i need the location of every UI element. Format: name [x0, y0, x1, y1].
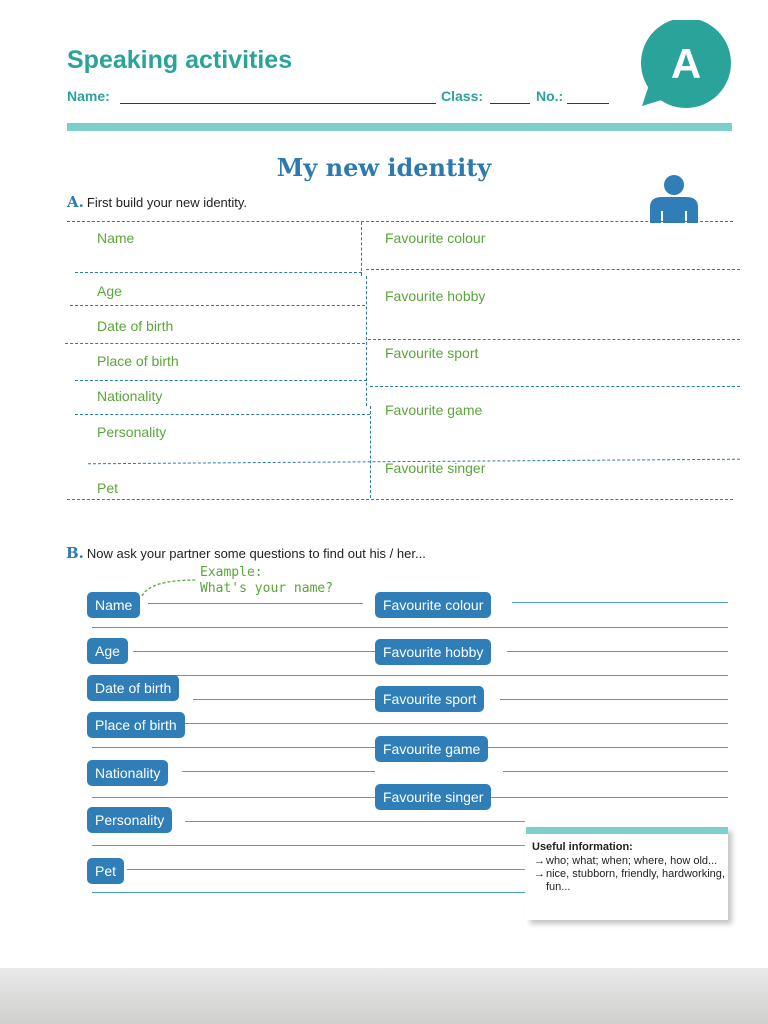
pill-place-of-birth: Place of birth [87, 712, 185, 738]
table-line [70, 305, 365, 306]
answer-line[interactable] [512, 602, 728, 603]
pill-favourite-colour: Favourite colour [375, 592, 491, 618]
section-a-instruction [67, 193, 247, 211]
field-label-pet: Pet [97, 480, 119, 496]
answer-line[interactable] [92, 675, 728, 676]
page-bottom-edge [0, 968, 768, 1024]
person-icon [648, 173, 700, 225]
answer-line[interactable] [133, 651, 375, 652]
table-line [75, 272, 362, 273]
answer-line[interactable] [503, 771, 728, 772]
answer-line[interactable] [182, 771, 375, 772]
section-a-letter: A. [67, 193, 84, 211]
useful-info-title: Useful information: [532, 841, 633, 853]
pill-pet: Pet [87, 858, 124, 884]
table-line [75, 414, 370, 415]
pill-personality: Personality [87, 807, 172, 833]
name-field[interactable] [120, 103, 436, 104]
table-divider [370, 406, 371, 498]
example-note [200, 565, 333, 597]
field-label-age: Age [97, 283, 122, 299]
table-line [67, 221, 733, 222]
useful-info-item: → who; what; when; where, how old... [534, 855, 718, 867]
answer-line[interactable] [185, 821, 525, 822]
answer-line[interactable] [193, 699, 375, 700]
table-divider [366, 276, 367, 406]
pill-name: Name [87, 592, 140, 618]
page-title: Speaking activities [67, 46, 293, 74]
field-label-personality: Personality [97, 424, 167, 440]
arrow-icon: → [534, 868, 545, 880]
header-divider [67, 123, 732, 131]
section-b-letter: B. [66, 544, 84, 562]
field-label-favourite-colour: Favourite colour [385, 230, 486, 246]
pill-age: Age [87, 638, 128, 664]
field-label-name: Name [97, 230, 135, 246]
pill-favourite-singer: Favourite singer [375, 784, 491, 810]
field-label-favourite-singer: Favourite singer [385, 460, 486, 476]
example-question: What's your name? [200, 581, 334, 596]
student-info-row [67, 88, 627, 110]
activity-title: My new identity [276, 153, 492, 182]
table-line [65, 343, 365, 344]
pill-favourite-sport: Favourite sport [375, 686, 484, 712]
field-label-date-of-birth: Date of birth [97, 318, 174, 334]
number-field[interactable] [567, 103, 609, 104]
useful-info-box [526, 827, 728, 920]
badge-letter: A [670, 40, 702, 87]
useful-info-item: → nice, stubborn, friendly, hardworking, fun... [534, 868, 725, 893]
table-line [75, 380, 367, 381]
table-line [368, 339, 740, 340]
answer-line[interactable] [92, 845, 525, 846]
answer-line[interactable] [92, 627, 728, 628]
example-label: Example: [200, 565, 263, 580]
field-label-nationality: Nationality [97, 388, 163, 404]
answer-line[interactable] [507, 651, 728, 652]
pill-nationality: Nationality [87, 760, 168, 786]
class-label: Class: [441, 88, 484, 104]
pill-favourite-hobby: Favourite hobby [375, 639, 491, 665]
field-label-place-of-birth: Place of birth [97, 353, 179, 369]
name-label: Name: [67, 88, 110, 104]
answer-line[interactable] [92, 723, 728, 724]
number-label: No.: [536, 88, 564, 104]
table-line [366, 269, 740, 270]
section-b-instruction [66, 544, 426, 562]
answer-line[interactable] [500, 699, 728, 700]
table-line [67, 499, 733, 500]
table-divider [361, 222, 362, 276]
pill-favourite-game: Favourite game [375, 736, 488, 762]
arrow-icon: → [534, 855, 545, 867]
answer-line[interactable] [148, 603, 363, 604]
section-b-text: Now ask your partner some questions to find out his / her... [86, 546, 426, 561]
pill-date-of-birth: Date of birth [87, 675, 179, 701]
answer-line[interactable] [92, 892, 525, 893]
field-label-favourite-sport: Favourite sport [385, 345, 479, 361]
section-a-text: First build your new identity. [86, 195, 248, 210]
class-field[interactable] [490, 103, 530, 104]
answer-line[interactable] [127, 869, 525, 870]
speech-bubble-badge [638, 20, 734, 110]
field-label-favourite-hobby: Favourite hobby [385, 288, 486, 304]
example-connector [140, 574, 200, 598]
field-label-favourite-game: Favourite game [385, 402, 483, 418]
table-line [370, 386, 740, 387]
